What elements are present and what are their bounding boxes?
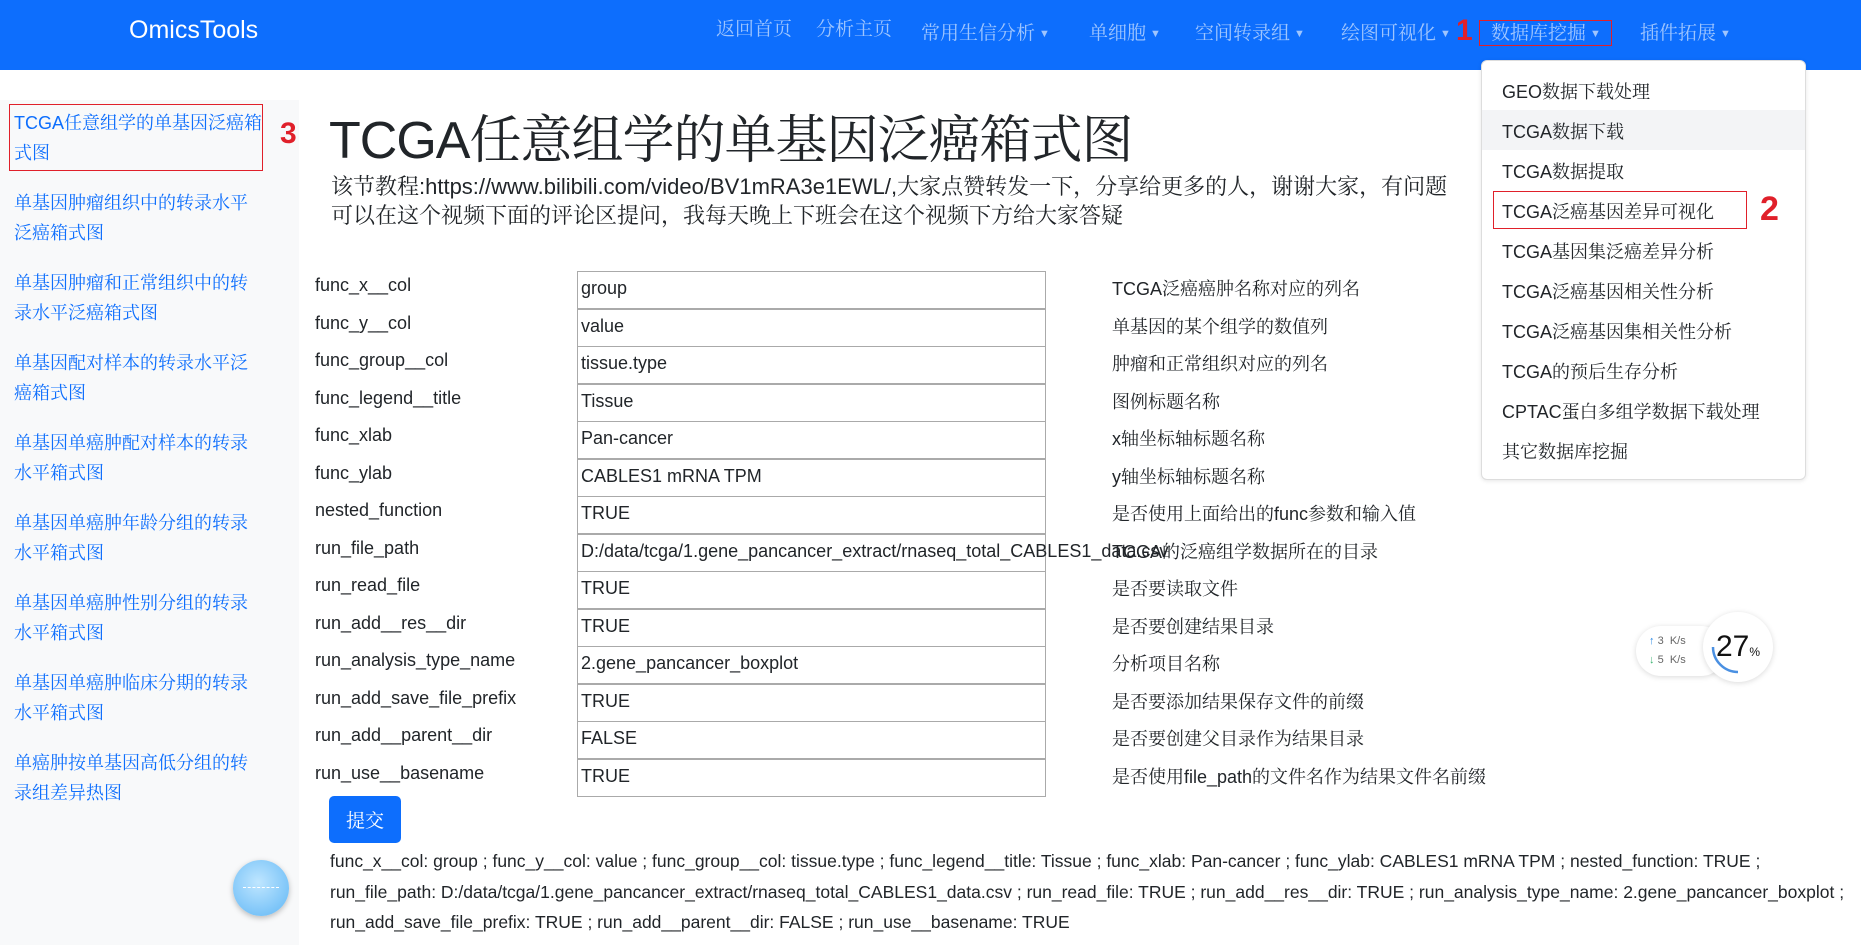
param-label: func_ylab [315, 462, 393, 483]
nav-item-7[interactable] [1640, 18, 1731, 45]
param-label: func_x__col [315, 275, 412, 295]
database-mining-dropdown [1481, 60, 1806, 480]
percent-sign: % [1749, 645, 1761, 659]
dropdown-item[interactable]: GEO数据下载处理 [1502, 82, 1651, 102]
param-label: run_add__res__dir [315, 612, 467, 633]
param-hint: TCGA泛癌癌肿名称对应的列名 [1112, 279, 1360, 299]
upload-arrow-icon: ↑ [1649, 635, 1655, 647]
annotation-number-2: 2 [1760, 190, 1779, 228]
param-label: func_xlab [315, 425, 393, 445]
param-input[interactable]: TRUE [577, 759, 1046, 797]
dropdown-item[interactable]: TCGA泛癌基因集相关性分析 [1502, 322, 1732, 342]
param-label: nested_function [315, 500, 443, 520]
download-speed: 5 [1657, 654, 1664, 666]
usage-percent: 27 [1715, 630, 1750, 663]
param-label: run_read_file [315, 575, 421, 595]
param-input[interactable]: TRUE [577, 684, 1046, 722]
caret-down-icon: ▼ [1039, 27, 1050, 40]
param-hint: 是否要添加结果保存文件的前缀 [1112, 691, 1364, 712]
param-label: run_file_path [315, 537, 420, 558]
param-input[interactable]: Pan-cancer [577, 421, 1046, 459]
upload-speed: 3 [1657, 635, 1664, 647]
caret-down-icon: ▼ [1590, 27, 1601, 40]
sidebar-item[interactable]: 单基因单癌肿临床分期的转录水平箱式图 [14, 673, 248, 723]
param-hint: 图例标题名称 [1112, 391, 1220, 412]
dropdown-item[interactable]: TCGA基因集泛癌差异分析 [1502, 242, 1715, 262]
annotation-box-3 [9, 104, 263, 171]
download-unit: K/s [1669, 654, 1686, 666]
sidebar-item[interactable]: 单基因配对样本的转录水平泛癌箱式图 [14, 353, 248, 403]
nav-label: 数据库挖掘 [1491, 23, 1587, 44]
param-hint: 是否使用上面给出的func参数和输入值 [1112, 504, 1417, 524]
sidebar-item[interactable]: 单基因单癌肿性别分组的转录水平箱式图 [14, 593, 248, 643]
dropdown-item[interactable]: TCGA的预后生存分析 [1502, 362, 1679, 382]
dropdown-item[interactable]: TCGA数据下载 [1482, 110, 1805, 150]
nav-label: 空间转录组 [1195, 23, 1291, 44]
param-input[interactable]: TRUE [577, 609, 1046, 647]
annotation-box-1 [1479, 20, 1612, 46]
tutorial-description: 该节教程:https://www.bilibili.com/video/BV1mRA3e1EWL/,大家点赞转发一下，分享给更多的人，谢谢大家，有问题可以在这个视频下面的评论区提问，我每天晚上下班会在这个视频下方给大家答疑 [331, 174, 1448, 228]
param-label: run_analysis_type_name [315, 650, 516, 670]
nav-label: 绘图可视化 [1341, 23, 1437, 44]
upload-unit: K/s [1669, 635, 1686, 647]
caret-down-icon: ▼ [1720, 27, 1731, 40]
annotation-number-3: 3 [280, 117, 297, 150]
param-hint: x轴坐标轴标题名称 [1112, 429, 1265, 449]
param-hint: 单基因的某个组学的数值列 [1112, 316, 1328, 337]
param-input[interactable]: CABLES1 mRNA TPM [577, 459, 1046, 497]
param-input[interactable]: Tissue [577, 384, 1046, 422]
sidebar-item[interactable]: TCGA任意组学的单基因泛癌箱式图 [14, 113, 262, 163]
param-hint: 是否使用file_path的文件名作为结果文件名前缀 [1112, 766, 1487, 787]
param-label: run_add_save_file_prefix [315, 687, 517, 708]
param-input[interactable]: FALSE [577, 721, 1046, 759]
dropdown-item[interactable]: TCGA泛癌基因差异可视化 [1502, 202, 1715, 222]
nav-label: 单细胞 [1089, 23, 1147, 44]
dropdown-item[interactable]: TCGA泛癌基因相关性分析 [1502, 282, 1715, 302]
submit-button[interactable]: 提交 [329, 796, 401, 843]
nav-item-2[interactable] [921, 18, 1050, 45]
param-input[interactable]: group [577, 271, 1046, 309]
caret-down-icon: ▼ [1294, 27, 1305, 40]
nav-item-4[interactable] [1195, 18, 1305, 45]
param-hint: 分析项目名称 [1112, 654, 1220, 674]
sidebar-item[interactable]: 单基因单癌肿年龄分组的转录水平箱式图 [14, 513, 248, 563]
nav-item-3[interactable] [1089, 18, 1161, 45]
annotation-number-1: 1 [1456, 14, 1473, 47]
param-hint: y轴坐标轴标题名称 [1112, 466, 1265, 487]
param-input[interactable]: TRUE [577, 496, 1046, 534]
brand-logo[interactable]: OmicsTools [129, 16, 259, 44]
sidebar-item[interactable]: 单基因肿瘤和正常组织中的转录水平泛癌箱式图 [14, 273, 248, 323]
param-hint: 肿瘤和正常组织对应的列名 [1112, 354, 1328, 374]
floating-assistant-ball[interactable] [233, 860, 289, 916]
sidebar [0, 100, 299, 945]
dropdown-item[interactable]: 其它数据库挖掘 [1502, 442, 1628, 462]
param-hint: 是否要创建结果目录 [1112, 616, 1274, 637]
caret-down-icon: ▼ [1440, 27, 1451, 40]
sidebar-item[interactable]: 单基因单癌肿配对样本的转录水平箱式图 [14, 433, 248, 483]
output-summary: func_x__col: group ; func_y__col: value ; func_group__col: tissue.type ; func_legend__title: Tissue ; func_xlab: Pan-cancer ; func_ylab: CABLES1 mRNA TPM ; nested_function: TRUE ; run_file_path: D:/data/tcga/1.gene_pancancer_extract/rnaseq_total_CABLES1_data.csv ; run_read_file: TRUE ; run_add__res__dir: TRUE ; run_analysis_type_name: 2.gene_pancancer_boxplot ; run_add_save_file_prefix: TRUE ; run_add__parent__dir: FALSE ; run_use__basename: TRUE [330, 851, 1845, 932]
param-input[interactable]: 2.gene_pancancer_boxplot [577, 646, 1046, 684]
nav-item-5[interactable] [1341, 18, 1451, 45]
param-input[interactable]: TRUE [577, 571, 1046, 609]
param-label: run_add__parent__dir [315, 725, 493, 745]
nav-label: 分析主页 [816, 19, 893, 40]
annotation-box-2 [1493, 191, 1747, 229]
param-input[interactable]: tissue.type [577, 346, 1046, 384]
page-title: TCGA任意组学的单基因泛癌箱式图 [329, 112, 1133, 170]
nav-label: 返回首页 [716, 19, 793, 40]
param-hint: TCGA的泛癌组学数据所在的目录 [1112, 541, 1378, 562]
sidebar-item[interactable]: 单癌肿按单基因高低分组的转录组差异热图 [14, 753, 248, 803]
nav-label: 常用生信分析 [921, 23, 1036, 44]
download-arrow-icon: ↓ [1649, 654, 1655, 666]
param-hint: 是否要读取文件 [1112, 579, 1238, 599]
caret-down-icon: ▼ [1150, 27, 1161, 40]
nav-item-0[interactable] [716, 14, 792, 41]
param-input[interactable]: D:/data/tcga/1.gene_pancancer_extract/rnaseq_total_CABLES1_data.csv [577, 534, 1046, 572]
usage-arc-icon [1703, 612, 1773, 682]
nav-item-1[interactable] [816, 14, 892, 41]
dropdown-item[interactable]: CPTAC蛋白多组学数据下载处理 [1502, 402, 1760, 422]
param-label: run_use__basename [315, 762, 485, 783]
param-label: func_legend__title [315, 387, 462, 408]
nav-label: 插件拓展 [1640, 23, 1717, 44]
param-hint: 是否要创建父目录作为结果目录 [1112, 729, 1364, 749]
dropdown-item[interactable]: TCGA数据提取 [1502, 162, 1625, 182]
sidebar-item[interactable]: 单基因肿瘤组织中的转录水平泛癌箱式图 [14, 193, 248, 243]
param-input[interactable]: value [577, 309, 1046, 347]
memory-usage-circle[interactable] [1703, 612, 1773, 682]
param-label: func_y__col [315, 312, 412, 333]
param-label: func_group__col [315, 350, 449, 370]
